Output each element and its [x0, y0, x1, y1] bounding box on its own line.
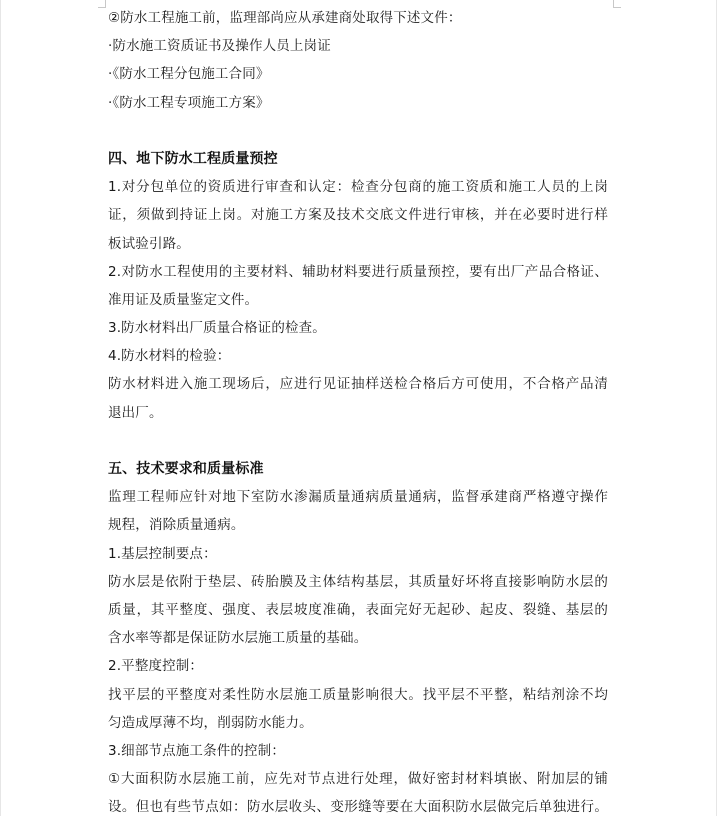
paragraph-line: 3.防水材料出厂质量合格证的检查。 [108, 320, 326, 337]
paragraph-line: ①大面积防水层施工前，应先对节点进行处理，做好密封材料填嵌、附加层的铺 [108, 771, 608, 788]
paragraph-line: 防水层是依附于垫层、砖胎膜及主体结构基层，其质量好坏将直接影响防水层的 [108, 573, 608, 590]
paragraph-line: ·《防水工程分包施工合同》 [108, 66, 270, 83]
paragraph-line: 退出厂。 [108, 404, 163, 421]
paragraph-line: ②防水工程施工前，监理部尚应从承建商处取得下述文件： [108, 10, 462, 26]
section-heading: 五、技术要求和质量标准 [108, 461, 264, 477]
paragraph-line: 准用证及质量鉴定文件。 [108, 291, 259, 308]
page-left-edge [0, 0, 1, 816]
section-heading: 四、地下防水工程质量预控 [108, 150, 278, 167]
paragraph-line: 1.对分包单位的资质进行审查和认定：检查分包商的施工资质和施工人员的上岗 [108, 179, 608, 196]
blank-line [108, 117, 608, 145]
paragraph-line: 证，须做到持证上岗。对施工方案及技术交底文件进行审核，并在必要时进行样 [108, 207, 608, 224]
paragraph-line: 设。但也有些节点如：防水层收头、变形缝等要在大面积防水层做完后单独进行。 [108, 799, 608, 816]
margin-mark-top-left [98, 0, 106, 8]
paragraph-line: 含水率等都是保证防水层施工质量的基础。 [108, 630, 368, 647]
paragraph-line: 质量，其平整度、强度、表层坡度准确，表面完好无起砂、起皮、裂缝、基层的 [108, 601, 608, 618]
paragraph-line: 3.细部节点施工条件的控制： [108, 742, 285, 759]
paragraph-line: 2.平整度控制： [108, 658, 204, 675]
paragraph-line: 监理工程师应针对地下室防水渗漏质量通病质量通病，监督承建商严格遵守操作 [108, 489, 608, 506]
paragraph-line: 2.对防水工程使用的主要材料、辅助材料要进行质量预控，要有出厂产品合格证、 [108, 263, 608, 280]
paragraph-line: 1.基层控制要点： [108, 545, 217, 562]
paragraph-line: ·防水施工资质证书及操作人员上岗证 [108, 38, 331, 55]
blank-line [108, 427, 608, 455]
paragraph-line: ·《防水工程专项施工方案》 [108, 94, 270, 111]
margin-mark-top-right [613, 0, 621, 8]
paragraph-line: 匀造成厚薄不均，削弱防水能力。 [108, 714, 313, 731]
paragraph-line: 找平层的平整度对柔性防水层施工质量影响很大。找平层不平整，粘结剂涂不均 [108, 686, 608, 703]
paragraph-line: 规程，消除质量通病。 [108, 517, 245, 534]
paragraph-line: 4.防水材料的检验： [108, 348, 231, 365]
paragraph-line: 防水材料进入施工现场后，应进行见证抽样送检合格后方可使用，不合格产品清 [108, 376, 608, 393]
paragraph-line: 板试验引路。 [108, 235, 190, 252]
document-body[interactable] [108, 4, 608, 821]
